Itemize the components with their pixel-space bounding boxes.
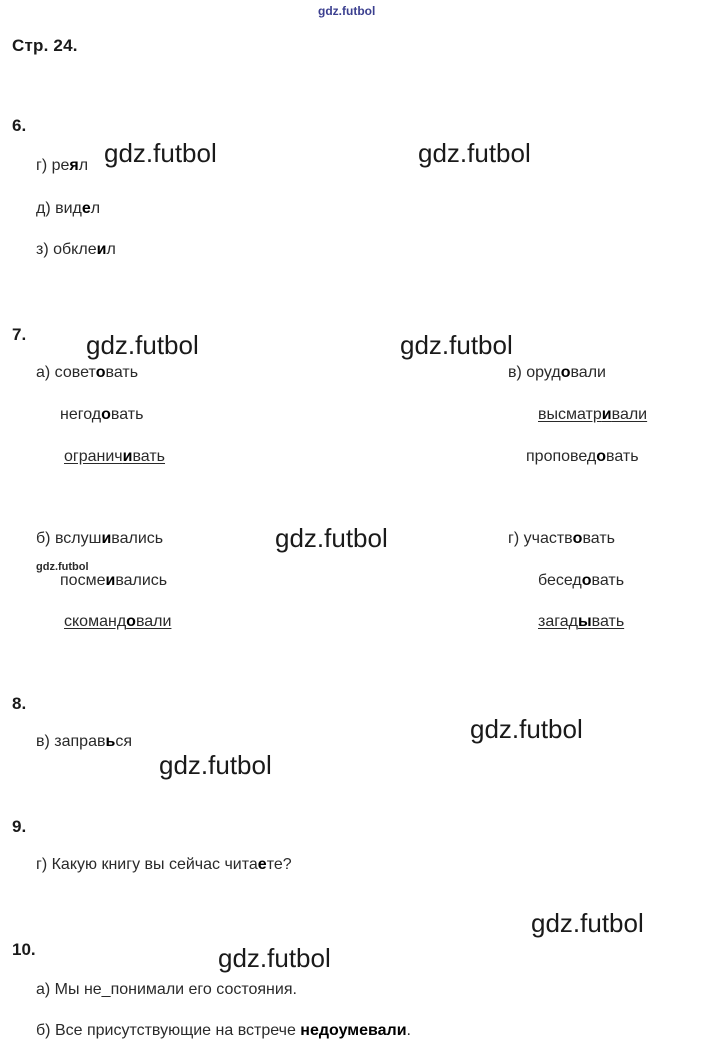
answer-text: загад	[538, 613, 578, 630]
watermark: gdz.futbol	[159, 750, 272, 780]
highlighted-letter: о	[126, 613, 136, 630]
answer-text: скоманд	[64, 613, 127, 630]
answer-line	[36, 364, 138, 382]
answer-line	[36, 200, 100, 218]
answer-text: г) участв	[508, 530, 573, 547]
highlighted-letter: о	[95, 364, 106, 381]
answer-text: вать	[606, 448, 639, 465]
answer-line	[36, 530, 163, 548]
highlighted-letter: о	[572, 530, 583, 547]
answer-line	[538, 406, 647, 424]
answer-text: вать	[132, 448, 166, 465]
answer-line	[36, 733, 132, 751]
highlighted-letter: и	[601, 406, 612, 423]
answer-line	[64, 613, 171, 631]
answer-line	[36, 241, 116, 259]
highlighted-letter: е	[81, 200, 91, 217]
answer-text: вали	[570, 364, 606, 381]
exercise-number: 6.	[12, 116, 27, 135]
answer-text: посме	[60, 572, 106, 589]
answer-line	[526, 448, 639, 466]
answer-text: д) вид	[36, 200, 82, 217]
highlighted-letter: и	[96, 241, 107, 258]
exercise-number: 7.	[12, 325, 27, 344]
answer-text: в) заправ	[36, 733, 106, 750]
answer-text: вать	[591, 613, 625, 630]
answer-text: вали	[611, 406, 648, 423]
highlighted-letter: и	[105, 572, 116, 589]
answer-line	[538, 572, 624, 590]
answer-line	[60, 406, 143, 424]
watermark: gdz.futbol	[86, 330, 199, 360]
highlighted-letter: о	[101, 406, 111, 423]
answer-text: вали	[135, 613, 172, 630]
answer-line	[36, 856, 292, 874]
watermark: gdz.futbol	[218, 943, 331, 973]
answer-text: г) ре	[36, 157, 70, 174]
answer-text: .	[406, 1022, 411, 1039]
answer-line	[36, 1022, 411, 1040]
answer-text: бесед	[538, 572, 582, 589]
highlighted-letter: ь	[105, 733, 116, 750]
answer-text: вать	[591, 572, 625, 589]
answer-text: л	[106, 241, 116, 258]
highlighted-letter: о	[581, 572, 592, 589]
watermark: gdz.futbol	[531, 908, 644, 938]
answer-text: проповед	[526, 448, 597, 465]
answer-text: ся	[115, 733, 132, 750]
page-label: Стр. 24.	[12, 36, 78, 55]
answer-line	[60, 572, 167, 590]
answer-text: негод	[60, 406, 102, 423]
watermark: gdz.futbol	[275, 523, 388, 553]
answer-text: б) вслуш	[36, 530, 102, 547]
answer-line	[538, 613, 624, 631]
answer-text: з) обкле	[36, 241, 97, 258]
answer-text: высматр	[538, 406, 602, 423]
exercise-number: 8.	[12, 694, 27, 713]
answer-text: те?	[266, 856, 292, 873]
answer-text: в) оруд	[508, 364, 561, 381]
answer-line	[508, 364, 606, 382]
highlighted-letter: е	[257, 856, 267, 873]
highlighted-letter: и	[122, 448, 133, 465]
answer-text: вались	[115, 572, 168, 589]
answer-text: вать	[582, 530, 615, 547]
answer-text: вались	[111, 530, 164, 547]
highlighted-letter: ы	[577, 613, 592, 630]
exercise-number: 10.	[12, 940, 36, 959]
highlighted-letter: я	[69, 157, 79, 174]
highlighted-letter: и	[101, 530, 112, 547]
answer-text: вать	[110, 406, 144, 423]
watermark: gdz.futbol	[418, 138, 531, 168]
answer-text: л	[78, 157, 89, 174]
watermark: gdz.futbol	[400, 330, 513, 360]
exercise-number: 9.	[12, 817, 27, 836]
watermark: gdz.futbol	[104, 138, 217, 168]
highlighted-letter: о	[596, 448, 607, 465]
answer-text: б) Все присутствующие на встрече	[36, 1022, 301, 1039]
watermark: gdz.futbol	[470, 714, 583, 744]
highlighted-letter: о	[560, 364, 571, 381]
answer-line	[508, 530, 615, 548]
highlighted-letter: недоумевали	[300, 1022, 407, 1039]
watermark: gdz.futbol	[318, 4, 376, 18]
answer-text: вать	[105, 364, 139, 381]
answer-text: г) Какую книгу вы сейчас чита	[36, 856, 258, 873]
answer-line	[36, 981, 297, 999]
answer-line	[36, 157, 88, 175]
answer-text: а) Мы не_понимали его состояния.	[36, 981, 297, 998]
watermark: gdz.futbol	[36, 561, 89, 573]
answer-text: огранич	[64, 448, 123, 465]
answer-text: л	[90, 200, 101, 217]
answer-line	[64, 448, 165, 466]
answer-text: а) совет	[36, 364, 96, 381]
